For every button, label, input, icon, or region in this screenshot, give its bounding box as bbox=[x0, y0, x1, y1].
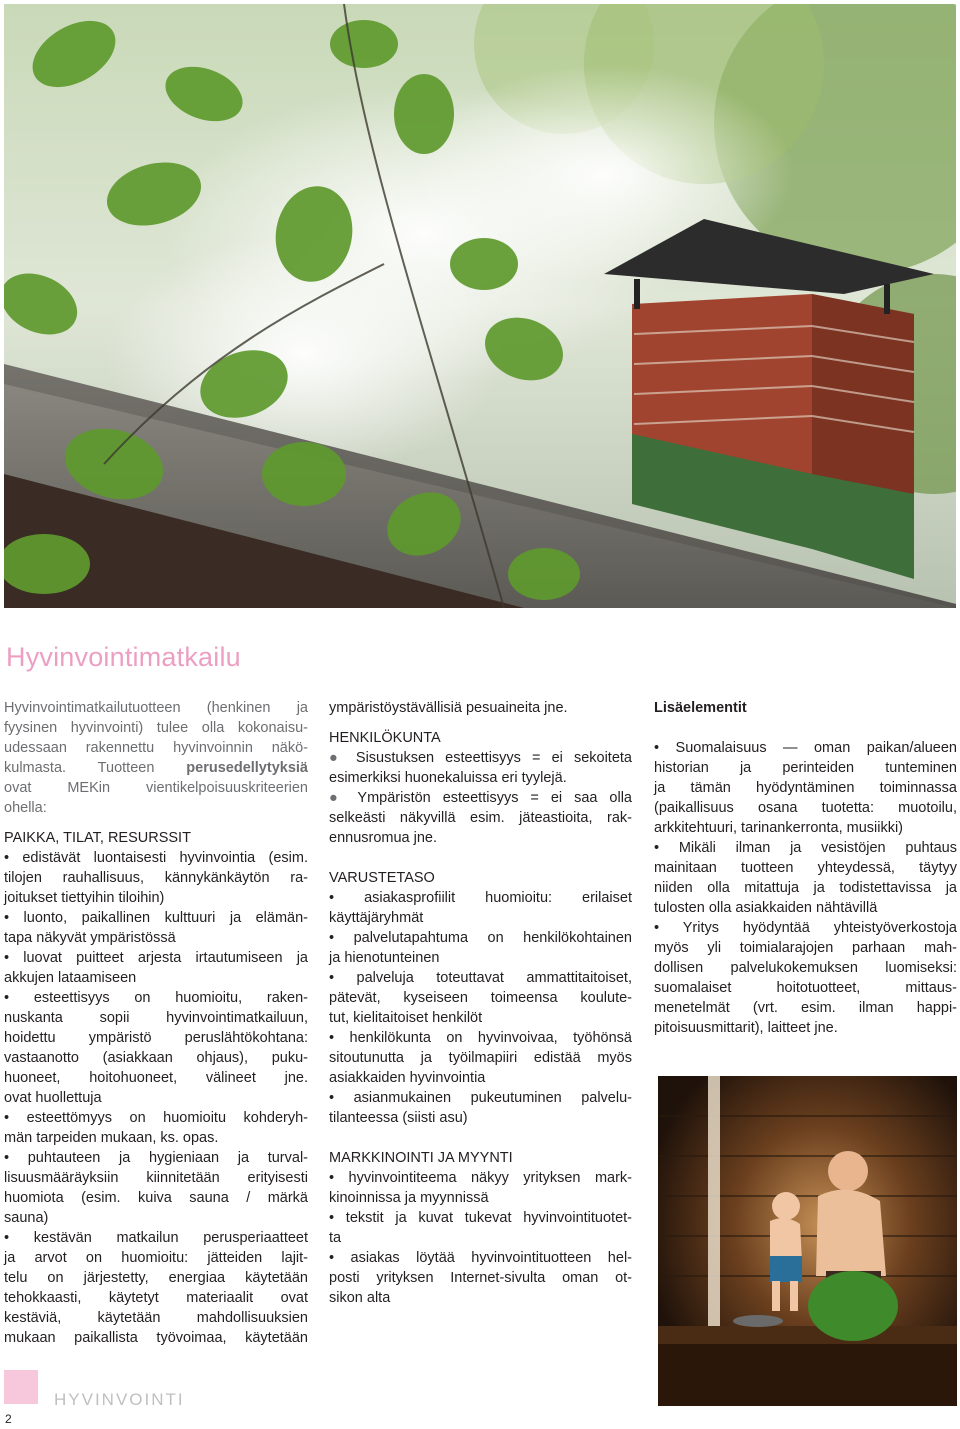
text-line: tut, kielitaitoiset henkilöt bbox=[329, 1010, 483, 1026]
text-line: • Suomalaisuus — oman paikan/alueen bbox=[654, 740, 957, 756]
text-column-1 bbox=[4, 698, 308, 1348]
text-line: sitoutunutta ja työilmapiiri edistää myös bbox=[329, 1050, 632, 1066]
text-line: tilojen rauhallisuus, kännykänkäytön ra- bbox=[4, 870, 308, 886]
text-line: sikon alta bbox=[329, 1290, 391, 1306]
text-line: sauna) bbox=[4, 1210, 49, 1226]
text-line: fyysinen hyvinvointi) tulee olla kokonaisu- bbox=[4, 720, 308, 736]
text-line: • asiakas löytää hyvinvointituotteen hel- bbox=[329, 1250, 632, 1266]
emphasis: perusedellytyksiä bbox=[186, 760, 308, 776]
text-line: kulmasta. Tuotteen perusedellytyksiä bbox=[4, 760, 308, 776]
text-line: huoneet, hoitohuoneet, välineet jne. bbox=[4, 1070, 308, 1086]
text-line: vastaanotto (asiakkaan ohjaus), puku- bbox=[4, 1050, 308, 1066]
text-line: • asianmukainen pukeutuminen palvelu- bbox=[329, 1090, 632, 1106]
text-line: • asiakasprofiilit huomioitu: erilaiset bbox=[329, 890, 632, 906]
text-line: asiakkaiden hyvinvointia bbox=[329, 1070, 486, 1086]
paragraph-gap bbox=[654, 728, 957, 738]
text-line: ohella: bbox=[4, 800, 47, 816]
text-line: • palveluja toteuttavat ammattitaitoiset, bbox=[329, 970, 632, 986]
text-column-2 bbox=[329, 698, 632, 1308]
text-line: nuskanta sopii hyvinvointimatkailuun, bbox=[4, 1010, 308, 1026]
text-line: myös yli toimialarajojen parhaan mah- bbox=[654, 940, 957, 956]
text-line: akkujen lataamiseen bbox=[4, 970, 137, 986]
text-line: ennusromua jne. bbox=[329, 830, 438, 846]
text-line: • palvelutapahtuma on henkilökohtainen bbox=[329, 930, 632, 946]
text-line: selkeästi näkyvillä esim. jäteastioita, rak- bbox=[329, 810, 632, 826]
text-line: • edistävät luontaisesti hyvinvointia (esim. bbox=[4, 850, 308, 866]
text-line: huomiota (esim. kuiva sauna / märkä bbox=[4, 1190, 308, 1206]
text-line: ympäristöystävällisiä pesuaineita jne. bbox=[329, 700, 568, 716]
text-line: joitukset tiettyihin tiloihin) bbox=[4, 890, 165, 906]
paragraph-gap bbox=[329, 1128, 632, 1138]
section-heading: PAIKKA, TILAT, RESURSSIT bbox=[4, 830, 191, 846]
text-line: • esteettisyys on huomioitu, raken- bbox=[4, 990, 308, 1006]
text-line: esimerkiksi huonekaluissa eri tyylejä. bbox=[329, 770, 567, 786]
text-line: Hyvinvointimatkailutuotteen (henkinen ja bbox=[4, 700, 308, 716]
text-line: ● Sisustuksen esteettisyys = ei sekoiteta bbox=[329, 750, 632, 766]
text-line: • henkilökunta on hyvinvoivaa, työhönsä bbox=[329, 1030, 632, 1046]
text-line: tapa näkyvät ympäristössä bbox=[4, 930, 176, 946]
text-line: hoidettu ympäristö peruslähtökohtana: bbox=[4, 1030, 308, 1046]
text-line: • hyvinvointiteema näkyy yrityksen mark- bbox=[329, 1170, 632, 1186]
footer-section-label: HYVINVOINTI bbox=[54, 1390, 185, 1409]
text-line: • luonto, paikallinen kulttuuri ja elämän- bbox=[4, 910, 308, 926]
text-line: • esteettömyys on huomioitu kohderyh- bbox=[4, 1110, 308, 1126]
section-heading: VARUSTETASO bbox=[329, 870, 435, 886]
page-title: Hyvinvointimatkailu bbox=[6, 642, 241, 672]
text-line: ovat MEKin vientikelpoisuuskriteerien bbox=[4, 780, 308, 796]
text-line: ● Ympäristön esteettisyys = ei saa olla bbox=[329, 790, 632, 806]
text-line: kestäviä, käytetään mahdollisuuksien bbox=[4, 1310, 308, 1326]
text-line: (paikallisuus osana tuotetta: muotoilu, bbox=[654, 800, 957, 816]
paragraph-gap bbox=[654, 718, 957, 728]
text-line: menetelmät (vrt. esim. ilman happi- bbox=[654, 1000, 957, 1016]
text-line: • Mikäli ilman ja vesistöjen puhtaus bbox=[654, 840, 957, 856]
text-line: • Yritys hyödyntää yhteistyöverkostoja bbox=[654, 920, 957, 936]
subsection-heading: Lisäelementit bbox=[654, 700, 747, 716]
text-line: mainitaan tuotteen yhteydessä, täytyy bbox=[654, 860, 957, 876]
text-line: pitoisuusmittarit), laitteet jne. bbox=[654, 1020, 838, 1036]
text-line: tulosten olla asiakkaiden nähtävillä bbox=[654, 900, 878, 916]
text-line: mukaan paikallista työvoimaa, käytetään bbox=[4, 1330, 308, 1346]
text-line: män tarpeiden mukaan, ks. opas. bbox=[4, 1130, 219, 1146]
text-line: suomalaiset hoitotuotteet, mittaus- bbox=[654, 980, 957, 996]
footer-pink-square bbox=[4, 1370, 38, 1404]
text-line: ja hienotunteinen bbox=[329, 950, 440, 966]
text-line: dollisen palvelukokemuksen luomiseksi: bbox=[654, 960, 957, 976]
text-line: udessaan rakennettu hyvinvoinnin näkö- bbox=[4, 740, 308, 756]
paragraph-gap bbox=[329, 848, 632, 858]
text-line: ja tämän hyödyntäminen toiminnassa bbox=[654, 780, 957, 796]
text-line: ja arvot on huomioitu: jätteiden lajit- bbox=[4, 1250, 308, 1266]
text-line: historian ja perinteiden tunteminen bbox=[654, 760, 957, 776]
text-line: ta bbox=[329, 1230, 342, 1246]
text-line: tilanteessa (siisti asu) bbox=[329, 1110, 468, 1126]
paragraph-gap bbox=[329, 1138, 632, 1148]
hero-photo-sauna-chimney bbox=[4, 4, 956, 608]
section-heading: MARKKINOINTI JA MYYNTI bbox=[329, 1150, 513, 1166]
text-line: lisuusmääräyksiin kiinnitetään erityisesti bbox=[4, 1170, 308, 1186]
paragraph-gap bbox=[329, 858, 632, 868]
text-line: niiden olla mitattuja ja todistettavissa ja bbox=[654, 880, 957, 896]
bullet-dot-icon: ● bbox=[329, 790, 346, 806]
bullet-dot-icon: ● bbox=[329, 750, 345, 766]
text-line: telu on järjestetty, energiaa käytetään bbox=[4, 1270, 308, 1286]
sauna-photo bbox=[658, 1076, 957, 1406]
section-heading: HENKILÖKUNTA bbox=[329, 730, 441, 746]
text-line: tehokkaasti, käytetyt materiaalit ovat bbox=[4, 1290, 308, 1306]
page-number: 2 bbox=[5, 1412, 12, 1426]
text-line: • tekstit ja kuvat tukevat hyvinvointituotet- bbox=[329, 1210, 632, 1226]
text-column-3 bbox=[654, 698, 957, 1038]
text-line: käyttäjäryhmät bbox=[329, 910, 424, 926]
paragraph-gap bbox=[329, 718, 632, 728]
text-line: posti yrityksen Internet-sivulta oman ot- bbox=[329, 1270, 632, 1286]
text-line: • luovat puitteet arjesta irtautumiseen ja bbox=[4, 950, 308, 966]
text-line: kinoinnissa ja myynnissä bbox=[329, 1190, 489, 1206]
text-line: • kestävän matkailun perusperiaatteet bbox=[4, 1230, 308, 1246]
paragraph-gap bbox=[4, 818, 308, 828]
text-line: pätevät, kyseiseen toimeensa koulute- bbox=[329, 990, 632, 1006]
text-line: • puhtauteen ja hygieniaan ja turval- bbox=[4, 1150, 308, 1166]
text-line: ovat huollettuja bbox=[4, 1090, 102, 1106]
text-line: arkkitehtuuri, tarinankerronta, musiikki) bbox=[654, 820, 904, 836]
